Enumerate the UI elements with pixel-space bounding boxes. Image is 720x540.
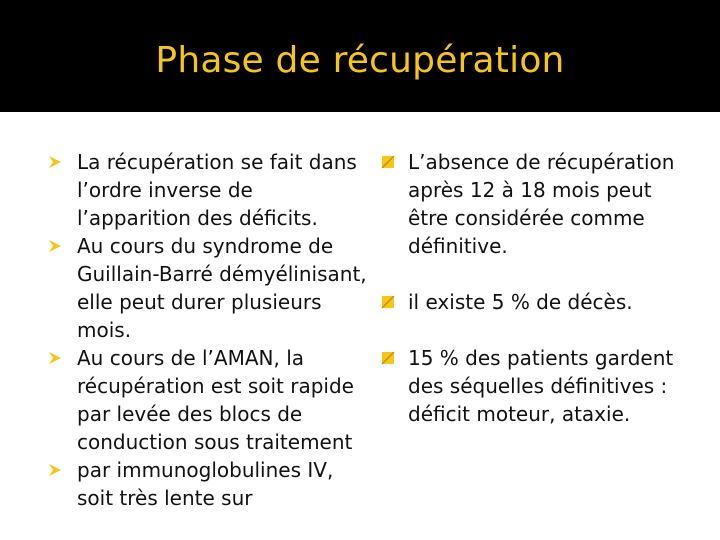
left-bullet-list — [48, 148, 373, 512]
left-list-item — [48, 232, 373, 344]
right-list-item — [379, 148, 689, 260]
right-list-item — [379, 344, 689, 428]
right-bullet-list — [379, 148, 689, 428]
title-band — [0, 0, 720, 112]
slide-title: Phase de récupération — [155, 40, 565, 81]
arrow-bullet-icon — [48, 155, 62, 169]
slide-content — [0, 112, 720, 540]
left-list-item — [48, 148, 373, 232]
list-item-text: L’absence de récupération après 12 à 18 mois peut être considérée comme définitive. — [408, 150, 675, 258]
right-list-item — [379, 288, 689, 316]
list-item-text: Au cours de l’AMAN, la récupération est soit rapide par levée des blocs de conduction sous traitement — [77, 346, 354, 454]
checkbox-bullet-icon — [381, 351, 395, 365]
list-item-text: Au cours du syndrome de Guillain-Barré démyélinisant, elle peut durer plusieurs mois. — [77, 234, 367, 342]
arrow-bullet-icon — [48, 351, 62, 365]
left-list-item — [48, 456, 373, 512]
list-item-text: 15 % des patients gardent des séquelles définitives : déficit moteur, ataxie. — [408, 346, 674, 426]
checkbox-bullet-icon — [381, 295, 395, 309]
list-item-text: il existe 5 % de décès. — [408, 290, 633, 314]
arrow-bullet-icon — [48, 239, 62, 253]
left-list-item — [48, 344, 373, 456]
checkbox-bullet-icon — [381, 155, 395, 169]
arrow-bullet-icon — [48, 463, 62, 477]
list-item-text: par immunoglobulines IV, soit très lente sur — [77, 458, 334, 510]
list-item-text: La récupération se fait dans l’ordre inverse de l’apparition des déficits. — [77, 150, 357, 230]
